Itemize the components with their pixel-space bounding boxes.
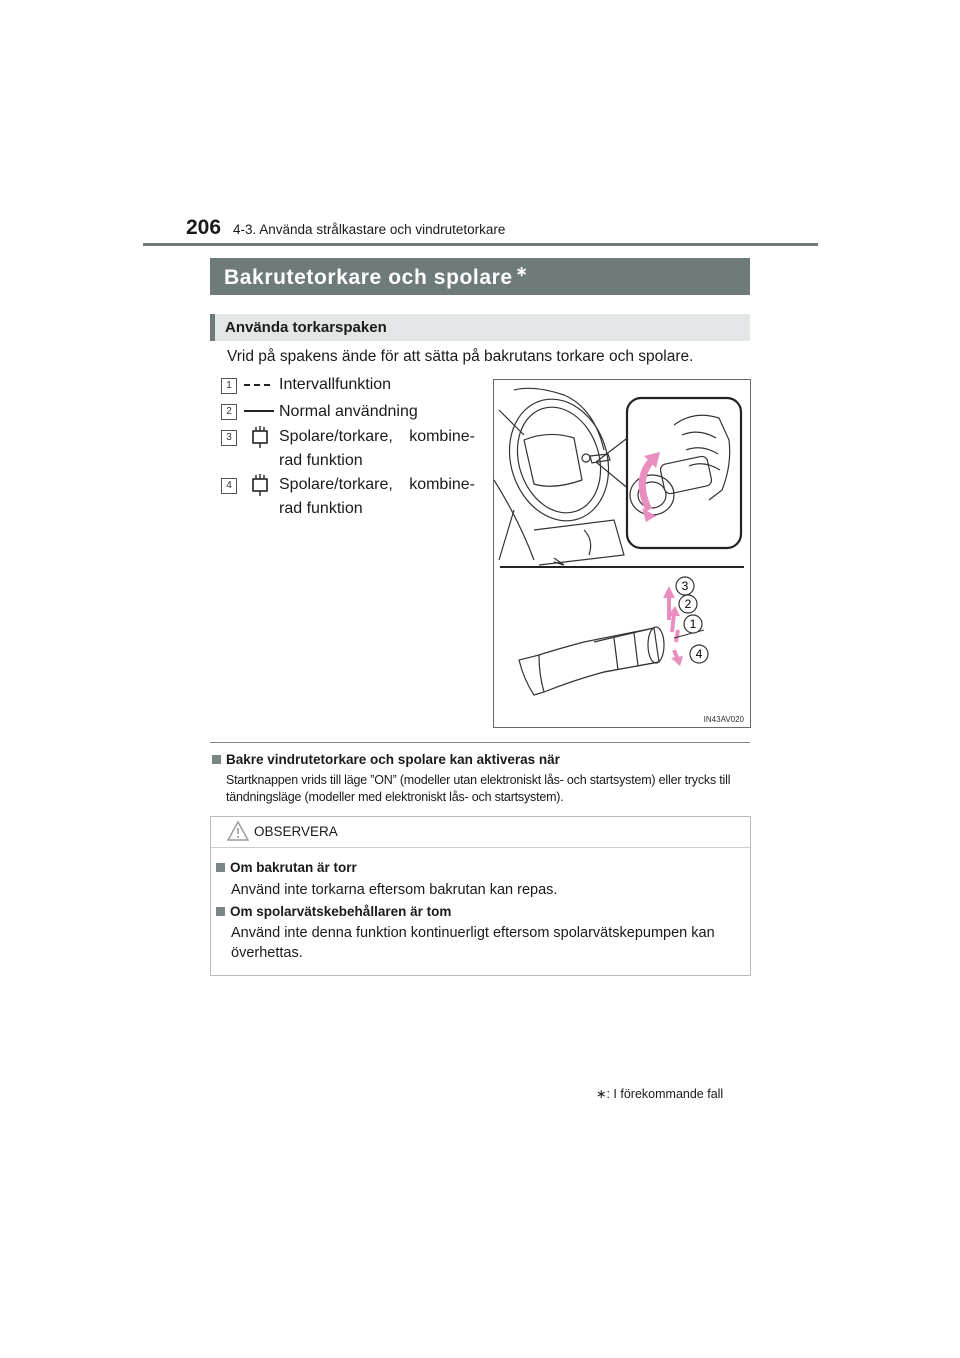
breadcrumb: 4-3. Använda strålkastare och vindrutetorkare: [233, 222, 506, 237]
footnote-marker: ∗: [596, 1087, 607, 1101]
section-divider: [210, 742, 750, 743]
bullet-square-icon: [216, 907, 225, 916]
subsection-accent: [210, 314, 215, 341]
footnote: ∗: I förekommande fall: [596, 1087, 724, 1101]
figure-code: IN43AV020: [703, 715, 744, 724]
notice-item-heading-2: Om spolarvätskebehållaren är tom: [216, 904, 451, 919]
notice-box: [210, 816, 751, 976]
notice-item-body-1: Använd inte torkarna eftersom bakrutan kan repas.: [231, 882, 558, 898]
item-label-2: Normal användning: [279, 403, 418, 420]
bullet-square-icon: [216, 863, 225, 872]
item-label-4-cont: rad funktion: [279, 500, 363, 517]
item-number-4: 4: [221, 478, 237, 494]
item-number-3: 3: [221, 430, 237, 446]
item-label-3-cont: rad funktion: [279, 452, 363, 469]
item-label-4: Spolare/torkare, kombine-: [279, 476, 475, 493]
callout-3: 3: [681, 579, 689, 593]
subsection-bar: [210, 314, 750, 341]
header-rule: [143, 243, 818, 246]
notice-item-body-2: Använd inte denna funktion kontinuerligt eftersom spolarvätskepumpen kan överhettas.: [231, 925, 715, 961]
notice-item-heading-1: Om bakrutan är torr: [216, 860, 357, 875]
section-title: Bakrutetorkare och spolare ∗: [224, 263, 529, 289]
item-number-1: 1: [221, 378, 237, 394]
intro-text: Vrid på spakens ände för att sätta på bakrutans torkare och spolare.: [227, 348, 694, 365]
section-title-bar: [210, 258, 750, 295]
warning-triangle-icon: [227, 820, 249, 842]
figure-callouts: [676, 577, 708, 663]
callout-1: 1: [689, 617, 697, 631]
notice-separator: [211, 847, 750, 848]
page-number: 206: [186, 216, 222, 239]
condition-heading: Bakre vindrutetorkare och spolare kan aktiveras när: [212, 752, 560, 767]
dashed-line-icon: [244, 383, 274, 387]
figure-illustration: [494, 380, 750, 727]
item-number-2: 2: [221, 404, 237, 420]
item-label-1: Intervallfunktion: [279, 376, 392, 393]
solid-line-icon: [244, 409, 274, 413]
direction-arrows: [663, 586, 683, 666]
bullet-square-icon: [212, 755, 221, 764]
callout-2: 2: [684, 597, 692, 611]
title-marker: ∗: [515, 263, 529, 279]
condition-body: Startknappen vrids till läge ”ON” (modeller utan elektroniskt lås- och startsystem) eller trycks till tändningsläge (modeller med elektroniskt lås- och startsystem).: [226, 773, 731, 804]
lever-stalk: [519, 627, 664, 695]
washer-icon: [250, 426, 270, 448]
item-label-3: Spolare/torkare, kombine-: [279, 428, 475, 445]
subsection-title: Använda torkarspaken: [225, 319, 387, 336]
washer-icon: [250, 474, 270, 496]
wiper-lever-figure: [493, 379, 751, 728]
notice-title: OBSERVERA: [254, 824, 338, 839]
callout-4: 4: [695, 647, 703, 661]
